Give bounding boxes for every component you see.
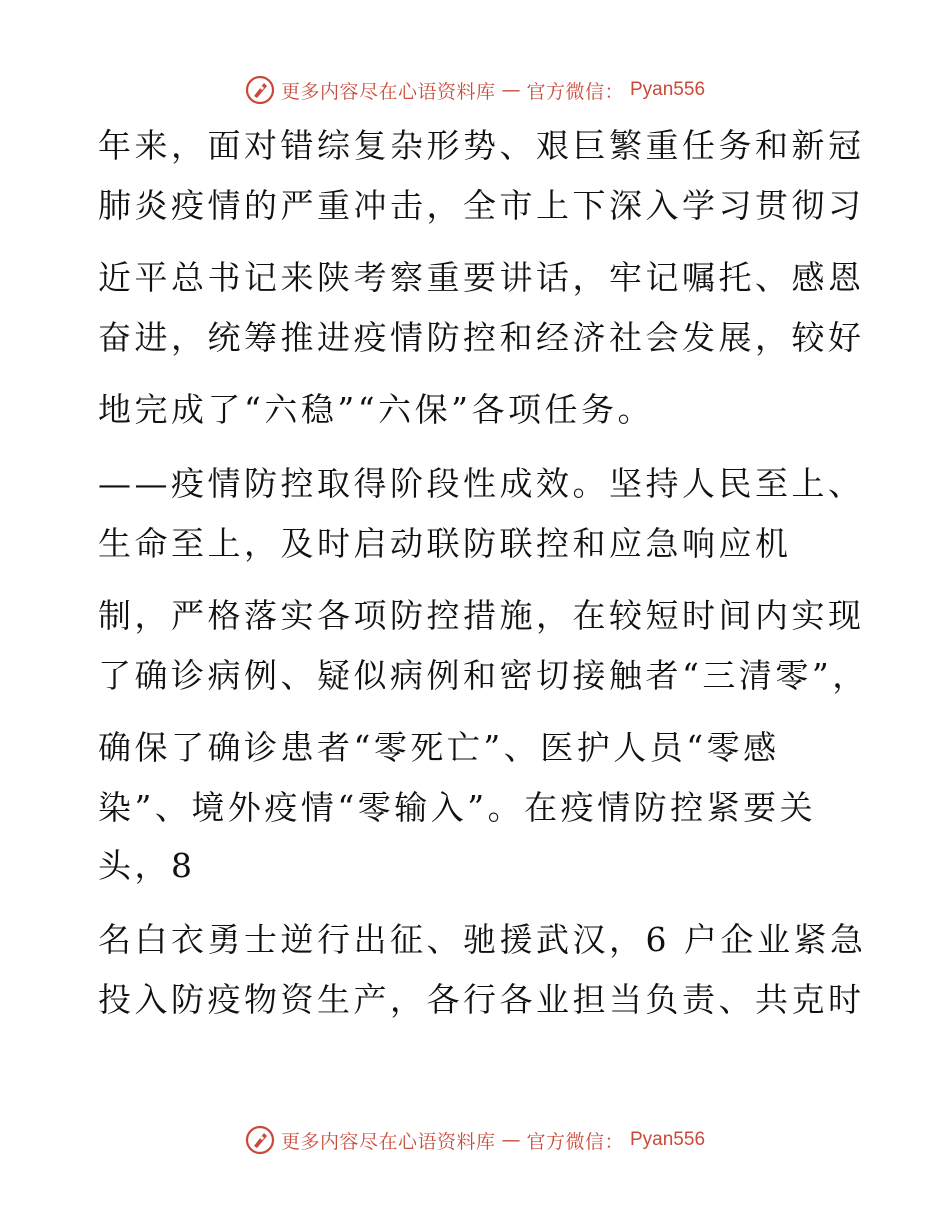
- text-line: 奋进，统筹推进疫情防控和经济社会发展，较好: [98, 318, 865, 357]
- text-line: 了确诊病例、疑似病例和密切接触者“三清零”，: [98, 656, 869, 695]
- text-line: 确保了确诊患者“零死亡”、医护人员“零感: [98, 728, 780, 767]
- pen-nib-logo-icon: [245, 1125, 275, 1155]
- watermark-text: 更多内容尽在心语资料库: [280, 1130, 496, 1153]
- text-line: 近平总书记来陕考察重要讲话，牢记嘱托、感恩: [98, 258, 865, 297]
- text-line: 制，严格落实各项防控措施，在较短时间内实现: [98, 596, 865, 635]
- pen-nib-logo-icon: [245, 75, 275, 105]
- watermark-id: Pyan556: [630, 1129, 706, 1150]
- text-line: 头，8: [98, 846, 196, 885]
- watermark-label: 官方微信：: [526, 80, 624, 103]
- text-line: 生命至上，及时启动联防联控和应急响应机: [98, 524, 792, 563]
- watermark-separator: —: [501, 1129, 521, 1151]
- footer-watermark: [0, 1120, 950, 1160]
- text-line: 年来，面对错综复杂形势、艰巨繁重任务和新冠: [98, 126, 865, 165]
- text-line: 染”、境外疫情“零输入”。在疫情防控紧要关: [98, 788, 817, 827]
- text-line: 肺炎疫情的严重冲击，全市上下深入学习贯彻习: [98, 186, 865, 225]
- watermark-id: Pyan556: [630, 79, 706, 100]
- watermark-separator: —: [501, 79, 521, 101]
- watermark-label: 官方微信：: [526, 1130, 624, 1153]
- watermark-text: 更多内容尽在心语资料库: [280, 80, 496, 103]
- header-watermark: [0, 70, 950, 110]
- text-line: 名白衣勇士逆行出征、驰援武汉，6 户企业紧急: [98, 920, 867, 959]
- text-line: 地完成了“六稳”“六保”各项任务。: [98, 390, 654, 429]
- text-line: 投入防疫物资生产，各行各业担当负责、共克时: [98, 980, 865, 1019]
- text-line: ——疫情防控取得阶段性成效。坚持人民至上、: [98, 464, 865, 503]
